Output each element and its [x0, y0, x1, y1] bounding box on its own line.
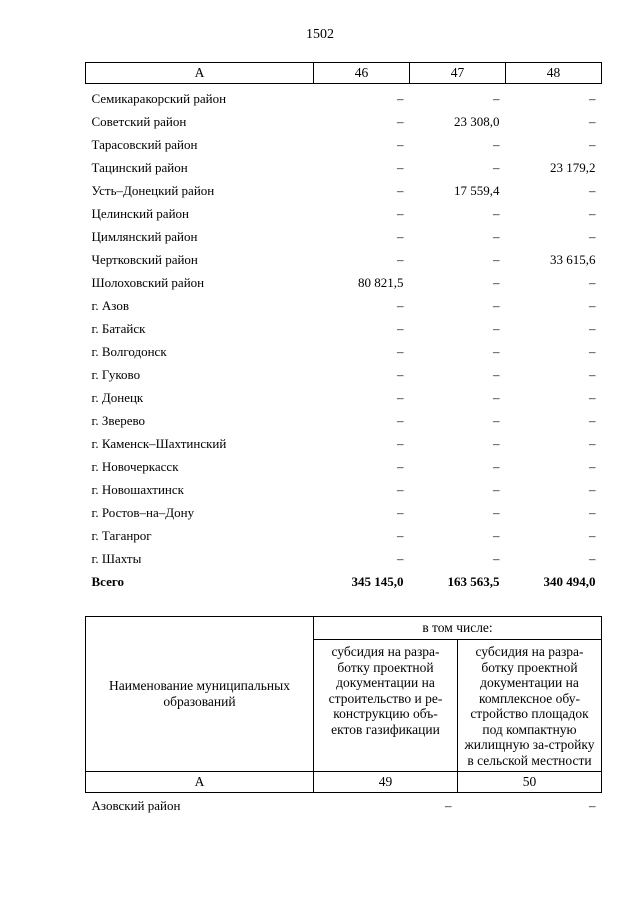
header-col-49-description: субсидия на разра-ботку проектной документации на строительство и ре-конструкцию объ-ектов газификации — [314, 640, 458, 772]
value-cell: – — [397, 527, 404, 543]
table-row — [86, 271, 602, 294]
value-cell: 23 179,2 — [550, 159, 596, 175]
value-cell: – — [397, 481, 404, 497]
value-cell: 33 615,6 — [550, 251, 596, 267]
value-cell: – — [589, 550, 596, 566]
value-cell: – — [493, 251, 500, 267]
value-cell: – — [589, 435, 596, 451]
table-row — [86, 478, 602, 501]
total-value: 340 494,0 — [543, 573, 596, 589]
value-cell: – — [397, 228, 404, 244]
value-cell: – — [493, 136, 500, 152]
total-value: 345 145,0 — [351, 573, 404, 589]
table-row — [86, 156, 602, 179]
value-cell: – — [397, 251, 404, 267]
municipality-name: Цимлянский район — [91, 228, 198, 244]
value-cell: – — [589, 504, 596, 520]
value-cell: – — [493, 343, 500, 359]
municipality-name: г. Новочеркасск — [91, 458, 179, 474]
value-cell: – — [397, 159, 404, 175]
value-cell: – — [493, 320, 500, 336]
municipality-name-header: Наименование муниципальных образований — [86, 617, 314, 772]
value-cell: – — [493, 412, 500, 428]
value-cell: – — [493, 90, 500, 106]
value-cell: – — [493, 228, 500, 244]
value-cell: – — [397, 182, 404, 198]
municipality-name: Семикаракорский район — [91, 90, 227, 106]
table-row — [86, 793, 602, 820]
value-cell: – — [493, 504, 500, 520]
value-cell: – — [589, 182, 596, 198]
value-cell: – — [493, 159, 500, 175]
header-col-48: 48 — [506, 63, 602, 84]
value-cell: – — [397, 435, 404, 451]
value-cell: – — [589, 320, 596, 336]
value-cell: 23 308,0 — [454, 113, 500, 129]
table-row — [86, 248, 602, 271]
municipality-name: г. Батайск — [91, 320, 146, 336]
municipality-name: Целинский район — [91, 205, 189, 221]
value-cell: – — [397, 205, 404, 221]
header-col-46: 46 — [314, 63, 410, 84]
header-col-47: 47 — [410, 63, 506, 84]
table-header-row — [86, 63, 602, 84]
table-row — [86, 547, 602, 570]
table-row — [86, 317, 602, 340]
value-cell: – — [589, 366, 596, 382]
municipality-name: Советский район — [91, 113, 187, 129]
municipality-name: Чертковский район — [91, 251, 198, 267]
municipality-name: г. Шахты — [91, 550, 142, 566]
value-cell: – — [397, 113, 404, 129]
value-cell: – — [589, 343, 596, 359]
municipality-name: Тарасовский район — [91, 136, 198, 152]
municipality-name: Тацинский район — [91, 159, 188, 175]
value-cell: – — [397, 136, 404, 152]
value-cell: – — [589, 274, 596, 290]
value-cell: – — [493, 274, 500, 290]
value-cell: – — [397, 550, 404, 566]
value-cell: – — [493, 527, 500, 543]
table-row — [86, 202, 602, 225]
value-cell: – — [589, 481, 596, 497]
header-code-49: 49 — [314, 772, 458, 793]
value-cell: – — [493, 366, 500, 382]
including-header: в том числе: — [314, 617, 602, 640]
value-cell: – — [589, 527, 596, 543]
value-cell: – — [589, 228, 596, 244]
table-row — [86, 363, 602, 386]
value-cell: – — [397, 320, 404, 336]
municipality-name: г. Каменск–Шахтинский — [91, 435, 227, 451]
total-value: 163 563,5 — [447, 573, 500, 589]
value-cell: – — [589, 136, 596, 152]
header-code-a: А — [86, 772, 314, 793]
value-cell: – — [397, 297, 404, 313]
value-cell: – — [589, 798, 596, 813]
municipality-name: Азовский район — [91, 798, 181, 813]
value-cell: – — [397, 343, 404, 359]
budget-table-46-48 — [85, 62, 602, 593]
budget-table-49-50 — [85, 616, 602, 819]
municipality-name: г. Новошахтинск — [91, 481, 184, 497]
header-col-50-description: субсидия на разра-ботку проектной документации на комплексное обу-стройство площадок под компактную жилищную за-стройку в сельской местности — [458, 640, 602, 772]
value-cell: – — [397, 389, 404, 405]
value-cell: – — [493, 205, 500, 221]
table-row — [86, 501, 602, 524]
table-row — [86, 386, 602, 409]
municipality-name: г. Азов — [91, 297, 129, 313]
value-cell: – — [589, 297, 596, 313]
value-cell: – — [397, 90, 404, 106]
value-cell: – — [397, 504, 404, 520]
header-col-a: А — [86, 63, 314, 84]
table-row — [86, 84, 602, 111]
table-row — [86, 455, 602, 478]
header-code-50: 50 — [458, 772, 602, 793]
value-cell: – — [493, 297, 500, 313]
table-row — [86, 179, 602, 202]
municipality-name: Шолоховский район — [91, 274, 205, 290]
value-cell: – — [589, 389, 596, 405]
value-cell: – — [397, 412, 404, 428]
total-row — [86, 570, 602, 593]
value-cell: – — [589, 205, 596, 221]
total-label: Всего — [91, 573, 124, 589]
table-row — [86, 133, 602, 156]
table-row — [86, 110, 602, 133]
table-row — [86, 340, 602, 363]
table-row — [86, 524, 602, 547]
value-cell: 80 821,5 — [358, 274, 404, 290]
value-cell: – — [493, 550, 500, 566]
table-row — [86, 225, 602, 248]
municipality-name: г. Таганрог — [91, 527, 152, 543]
value-cell: – — [493, 435, 500, 451]
page-number: 1502 — [306, 27, 334, 42]
table-row — [86, 294, 602, 317]
municipality-name: Усть–Донецкий район — [91, 182, 215, 198]
value-cell: – — [589, 113, 596, 129]
municipality-name: г. Гуково — [91, 366, 141, 382]
value-cell: – — [589, 90, 596, 106]
table-row — [86, 432, 602, 455]
municipality-name: г. Волгодонск — [91, 343, 167, 359]
municipality-name: г. Зверево — [91, 412, 146, 428]
table-row — [86, 409, 602, 432]
value-cell: 17 559,4 — [454, 182, 500, 198]
value-cell: – — [589, 412, 596, 428]
value-cell: – — [445, 798, 452, 813]
municipality-name: г. Донецк — [91, 389, 144, 405]
value-cell: – — [493, 458, 500, 474]
municipality-name: г. Ростов–на–Дону — [91, 504, 195, 520]
value-cell: – — [589, 458, 596, 474]
value-cell: – — [493, 481, 500, 497]
value-cell: – — [493, 389, 500, 405]
value-cell: – — [397, 366, 404, 382]
value-cell: – — [397, 458, 404, 474]
